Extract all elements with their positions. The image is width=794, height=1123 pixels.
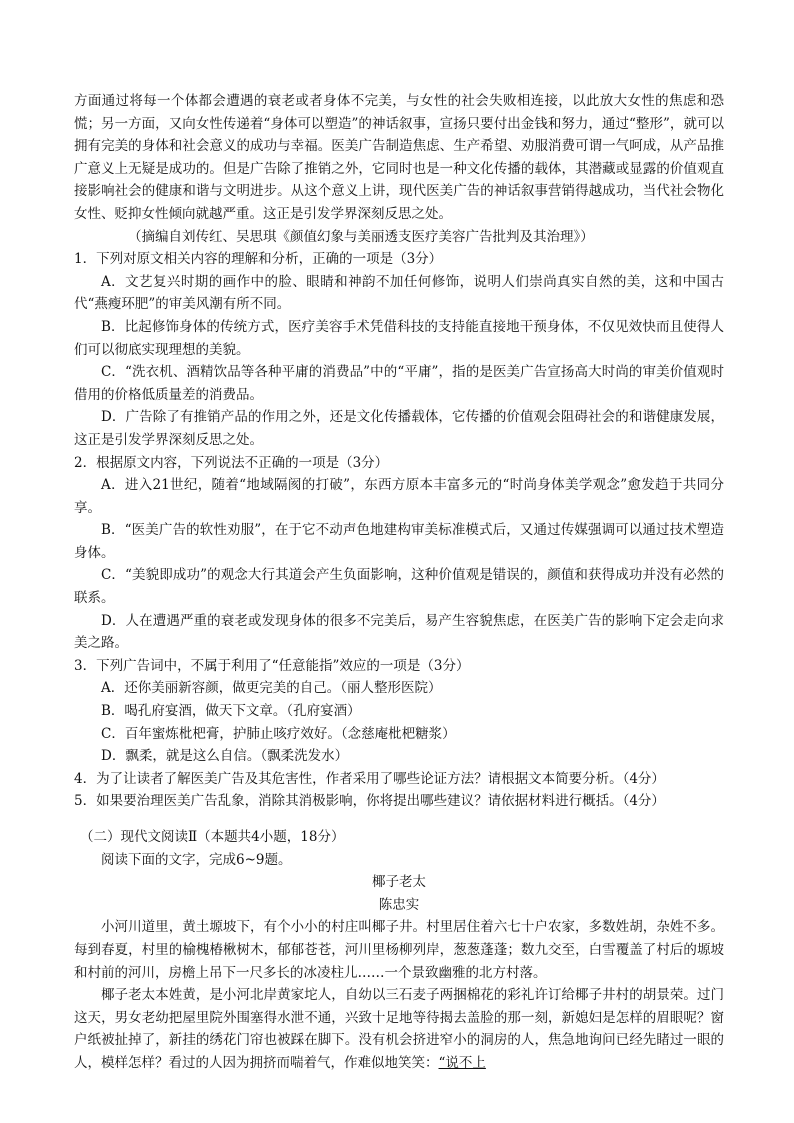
- question-2-option-a: A．进入21世纪，随着“地域隔阂的打破”，东西方原本丰富多元的“时尚身体美学观念”愈发趋于共同分享。: [74, 477, 724, 516]
- story-paragraph-1: 小河川道里，黄土塬坡下，有个小小的村庄叫椰子井。村里居住着六七十户农家，多数姓胡，杂姓不多。每到春夏，村里的榆槐椿楸树木，郁郁苍苍，河川里杨柳列岸，葱葱蓬蓬；数九交至，白雪覆盖了村后的塬坡和村前的河川，房檐上吊下一尺多长的冰凌柱儿……一个景致幽雅的北方村落。: [74, 919, 724, 981]
- question-2-option-d: D．人在遭遇严重的衰老或发现身体的很多不完美后，易产生容貌焦虑，在医美广告的影响下定会走向求美之路。: [74, 612, 724, 652]
- question-1-option-d: D．广告除了有推销产品的作用之外，还是文化传播载体，它传播的价值观会阻碍社会的和谐健康发展，这正是引发学界深刻反思之处。: [74, 409, 724, 448]
- question-2-option-c: C．“美貌即成功”的观念大行其道会产生负面影响，这种价值观是错误的，颜值和获得成功并没有必然的联系。: [74, 567, 724, 607]
- story-author: 陈忠实: [378, 896, 420, 913]
- question-4: 4．为了让读者了解医美广告及其危害性，作者采用了哪些论证方法？请根据文本简要分析。（4分）: [74, 770, 665, 787]
- story-paragraph-2-underlined: “说不上: [438, 1054, 486, 1071]
- story-title: 椰子老太: [372, 874, 426, 891]
- question-1-option-c: C．“洗衣机、酒精饮品等各种平庸的消费品”中的“平庸”，指的是医美广告宣扬高大时尚的审美价值观时借用的价格低质量差的消费品。: [74, 364, 724, 403]
- question-3-stem: 3．下列广告词中，不属于利用了“任意能指”效应的一项是（3分）: [74, 657, 470, 674]
- source-citation: （摘编自刘传红、吴思琪《颜值幻象与美丽透支医疗美容广告批判及其治理》）: [128, 228, 594, 245]
- section-gap: [74, 813, 724, 826]
- question-1-option-b: B．比起修饰身体的传统方式，医疗美容手术凭借科技的支持能直接地干预身体，不仅见效快而且使得人们可以彻底实现理想的美貌。: [74, 318, 724, 358]
- section-2-title: （二）现代文阅读Ⅱ（本题共4小题，18分）: [80, 829, 345, 845]
- story-paragraph-2: [74, 984, 724, 1074]
- passage-paragraph: 方面通过将每一个体都会遭遇的衰老或者身体不完美，与女性的社会失败相连接，以此放大女性的焦虑和恐慌；另一方面，又向女性传递着“身体可以塑造”的神话叙事，宣扬只要付出金钱和努力，通过“整形”，就可以拥有完美的身体和社会意义的成功与幸福。医美广告制造焦虑、生产希望、劝服消费可谓一气呵成，从产品推广意义上无疑是成功的。但是广告除了推销之外，它同时也是一种文化传播的载体，其潜藏或显露的价值观直接影响社会的健康和谐与文明进步。从这个意义上讲，现代医美广告的神话叙事营销得越成功，当代社会物化女性、贬抑女性倾向就越严重。这正是引发学界深刻反思之处。: [74, 93, 724, 222]
- question-3-option-d: D．飘柔，就是这么自信。（飘柔洗发水）: [101, 748, 349, 765]
- question-3-option-b: B．喝孔府宴酒，做天下文章。（孔府宴酒）: [101, 703, 361, 720]
- question-5: 5．如果要治理医美广告乱象，消除其消极影响，你将提出哪些建议？请依据材料进行概括。（4分）: [74, 793, 665, 810]
- section-2-instructions: 阅读下面的文字，完成6~9题。: [101, 851, 292, 868]
- question-3-option-a: A．还你美丽新容颜，做更完美的自己。（丽人整形医院）: [101, 680, 442, 697]
- question-1-option-a: A．文艺复兴时期的画作中的脸、眼睛和神韵不加任何修饰，说明人们崇尚真实自然的美，这和中国古代“燕瘦环肥”的审美风潮有所不同。: [74, 273, 724, 313]
- question-3-option-c: C．百年蜜炼枇杷膏，护肺止咳疗效好。（念慈庵枇杷糖浆）: [101, 725, 456, 742]
- story-paragraph-2-text: 椰子老太本姓黄，是小河北岸黄家坨人，自幼以三石麦子两捆棉花的彩礼许订给椰子井村的胡景荣。过门这天，男女老幼把屋里院外围塞得水泄不通，兴致十足地等待揭去盖脸的那一刻，新媳妇是怎样的眉眼呢？窗户纸被扯掉了，新挂的绣花门帘也被踩在脚下。没有机会挤进窄小的洞房的人，焦急地询问已经先睹过一眼的人，模样怎样？看过的人因为拥挤而喘着气，作难似地笑笑：: [74, 987, 724, 1071]
- question-2-option-b: B．“医美广告的软性劝服”，在于它不动声色地建构审美标准模式后，又通过传媒强调可以通过技术塑造身体。: [74, 522, 724, 561]
- question-1-stem: 1．下列对原文相关内容的理解和分析，正确的一项是（3分）: [74, 251, 443, 268]
- document-page: [74, 90, 724, 1075]
- question-2-stem: 2．根据原文内容，下列说法不正确的一项是（3分）: [74, 454, 389, 471]
